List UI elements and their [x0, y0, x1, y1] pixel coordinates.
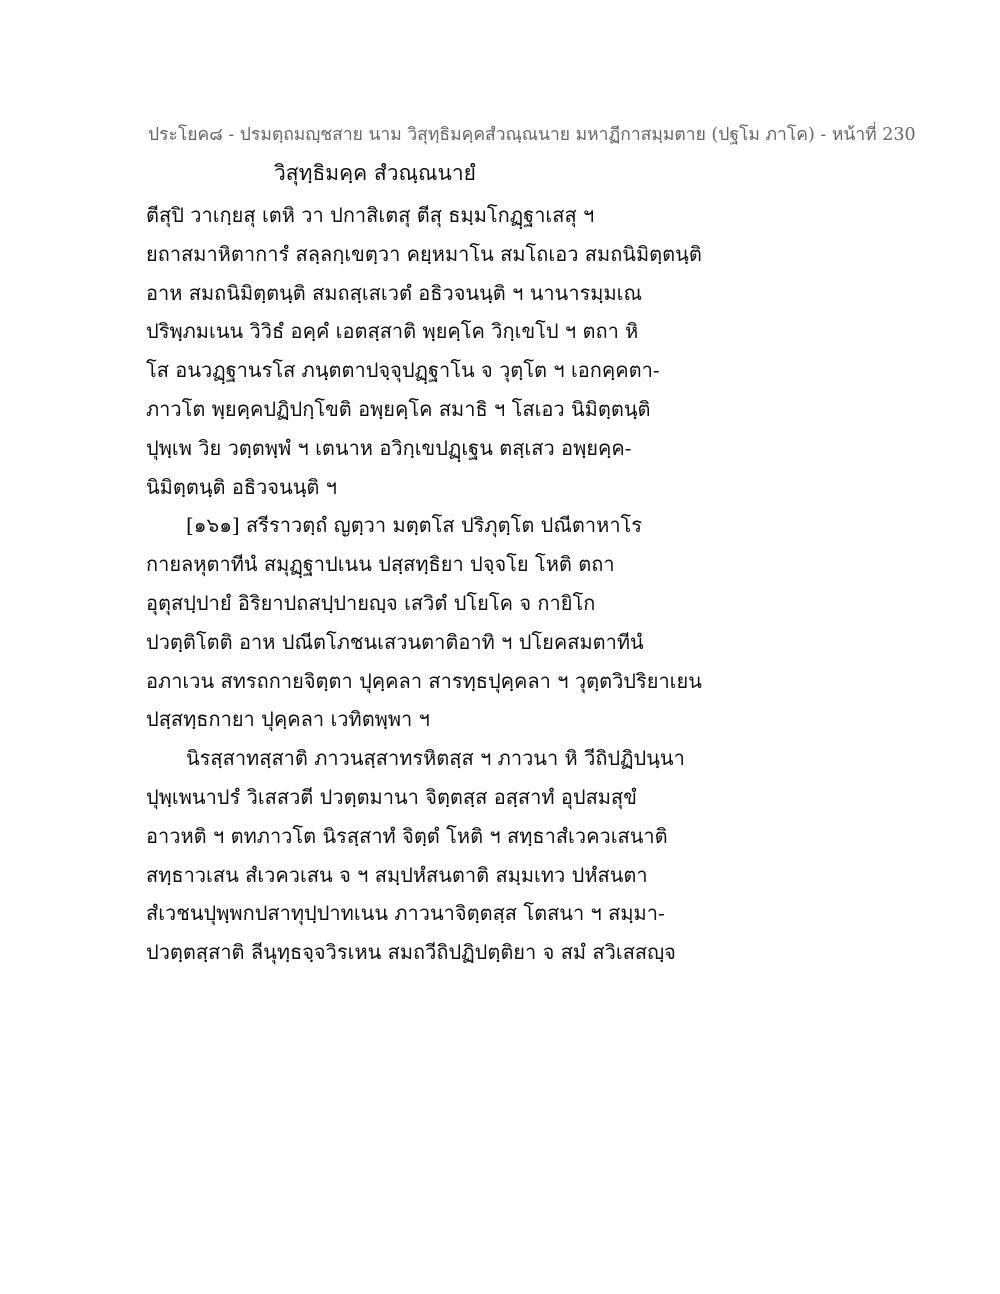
- paragraph-start-line: [๑๖๑] สรีราวตฺถํ ญตฺวา มตฺตโส ปริภุตฺโต ปณีตาหาโร: [186, 513, 643, 538]
- text-line: ตีสุปิ วาเกฺยสุ เตหิ วา ปกาสิเตสุ ตีสุ ธมฺมโกฏฺฐาเสสุ ฯ: [146, 203, 595, 227]
- text-line: ปุพฺเพ วิย วตฺตพฺพํ ฯ เตนาห อวิกฺเขปฏฺเฐน ตสฺเสว อพฺยคฺค-: [146, 435, 632, 460]
- text-line: อาวหติ ฯ ตทภาวโต นิรสฺสาทํ จิตฺตํ โหติ ฯ สทฺธาสํเวควเสนาติ: [146, 823, 668, 848]
- text-line: โส อนวฏฺฐานรโส ภนฺตตาปจฺจุปฏฺฐาโน จ วุตฺโต ฯ เอกคฺคตา-: [146, 358, 660, 383]
- body-text: [146, 196, 706, 972]
- running-header: ประโยค๘ - ปรมตฺถมญฺชสาย นาม วิสุทฺธิมคฺคสํวณฺณนาย มหาฏีกาสมฺมตาย (ปฐโม ภาโค) - หน้าที่ 230: [148, 125, 916, 145]
- text-line: ปุพฺเพนาปรํ วิเสสวตี ปวตฺตมานา จิตฺตสฺส อสฺสาทํ อุปสมสุขํ: [146, 784, 637, 809]
- text-line: ปวตฺตสฺสาติ ลีนุทฺธจฺจวิรเหน สมถวีถิปฏิปตฺติยา จ สมํ สวิเสสญฺจ: [146, 940, 676, 965]
- text-line: อุตุสปฺปายํ อิริยาปถสปฺปายญฺจ เสวิตํ ปโยโค จ กายิโก: [146, 590, 596, 615]
- text-line: กายลหุตาทีนํ สมุฏฺฐาปเนน ปสฺสทฺธิยา ปจฺจโย โหติ ตถา: [146, 552, 615, 577]
- text-line: อภาเวน สทรถกายจิตฺตา ปุคฺคลา สารทฺธปุคฺคลา ฯ วุตฺตวิปริยาเยน: [146, 668, 702, 693]
- text-line: สทฺธาวเสน สํเวควเสน จ ฯ สมฺปหํสนตาติ สมฺมเทว ปหํสนตา: [146, 862, 648, 887]
- text-line: ยถาสมาหิตาการํ สลฺลกฺเขตฺวา คยฺหมาโน สมโถเอว สมถนิมิตฺตนฺติ: [146, 241, 702, 266]
- text-line: ปวตฺติโตติ อาห ปณีตโภชนเสวนตาติอาทิ ฯ ปโยคสมตาทีนํ: [146, 629, 644, 654]
- text-line: อาห สมถนิมิตฺตนฺติ สมถสฺเสเวตํ อธิวจนนฺติ ฯ นานารมฺมเณ: [146, 280, 643, 305]
- paragraph-start-line: นิรสฺสาทสฺสาติ ภาวนสฺสาทรหิตสฺส ฯ ภาวนา หิ วีถิปฏิปนฺนา: [186, 746, 685, 771]
- text-line: สํเวชนปุพฺพกปสาทุปฺปาทเนน ภาวนาจิตฺตสฺส โตสนา ฯ สมฺมา-: [146, 901, 665, 926]
- section-title: วิสุทฺธิมคฺค สํวณฺณนายํ: [274, 161, 476, 185]
- text-line: ปริพฺภมเนน วิวิธํ อคฺคํ เอตสฺสาติ พฺยคฺโค วิกฺเขโป ฯ ตถา หิ: [146, 319, 639, 344]
- text-line: ปสฺสทฺธกายา ปุคฺคลา เวทิตพฺพา ฯ: [146, 707, 430, 732]
- text-line: ภาวโต พฺยคฺคปฏิปกฺโขติ อพฺยคฺโค สมาธิ ฯ โสเอว นิมิตฺตนฺติ: [146, 396, 651, 421]
- text-line: นิมิตฺตนฺติ อธิวจนนฺติ ฯ: [146, 474, 337, 499]
